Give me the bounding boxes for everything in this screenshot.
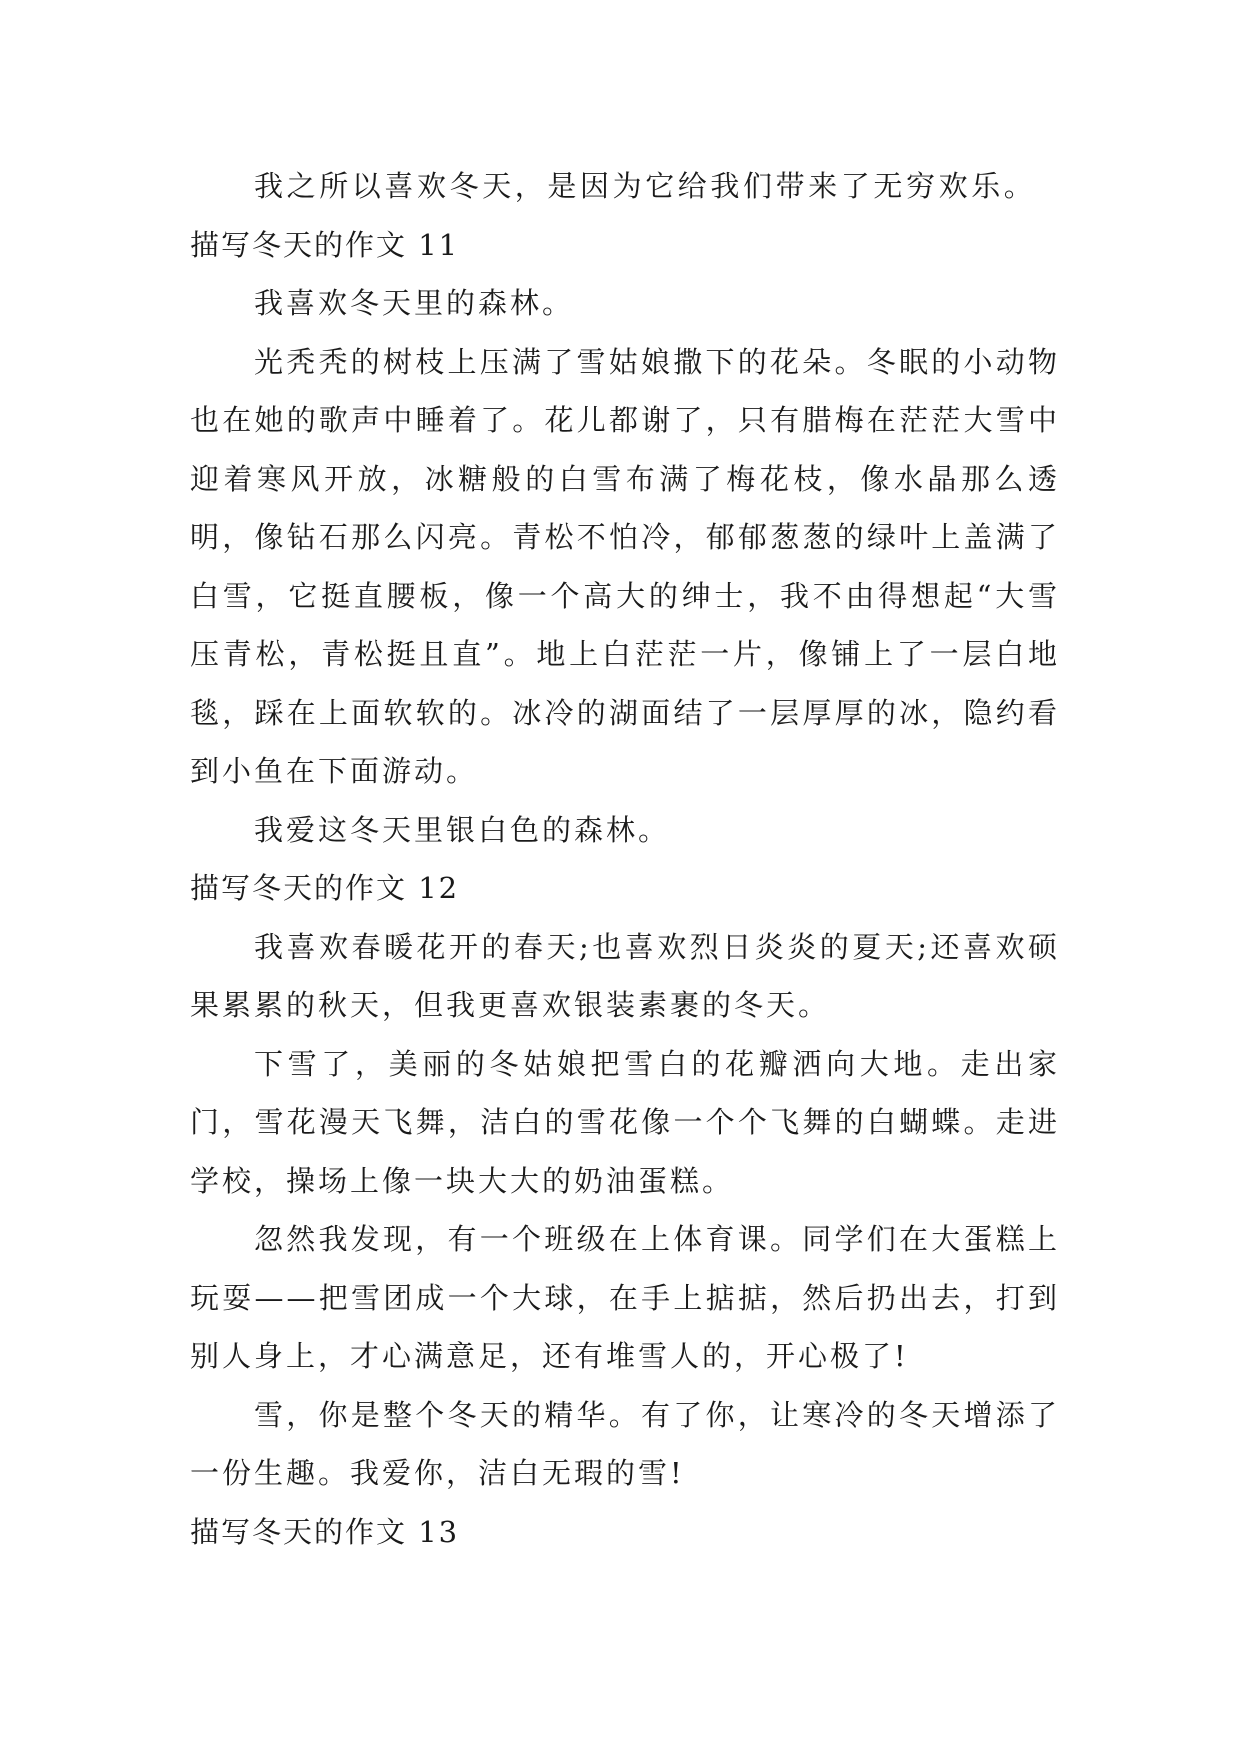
- essay-heading-12: 描写冬天的作文 12: [190, 871, 460, 905]
- paragraph-intro-12: 我喜欢春暖花开的春天;也喜欢烈日炎炎的夏天;还喜欢硕果累累的秋天，但我更喜欢银装素裹的冬天。: [190, 929, 1060, 1022]
- paragraph-intro-11: 我喜欢冬天里的森林。: [254, 286, 575, 320]
- essay-heading-13: 描写冬天的作文 13: [190, 1514, 460, 1549]
- paragraph-closing-11: 我爱这冬天里银白色的森林。: [254, 812, 671, 847]
- paragraph-body-11: 光秃秃的树枝上压满了雪姑娘撒下的花朵。冬眠的小动物也在她的歌声中睡着了。花儿都谢了，只有腊梅在茫茫大雪中迎着寒风开放，冰糖般的白雪布满了梅花枝，像水晶那么透明，像钻石那么闪亮。青松不怕冷，郁郁葱葱的绿叶上盖满了白雪，它挺直腰板，像一个高大的绅士，我不由得想起“大雪压青松，青松挺且直”。地上白茫茫一片，像铺上了一层白地毯，踩在上面软软的。冰冷的湖面结了一层厚厚的冰，隐约看到小鱼在下面游动。: [190, 344, 1060, 788]
- paragraph-closing-12: 雪，你是整个冬天的精华。有了你，让寒冷的冬天增添了一份生趣。我爱你，洁白无瑕的雪!: [190, 1397, 1060, 1490]
- paragraph-closing-10: 我之所以喜欢冬天，是因为它给我们带来了无穷欢乐。: [254, 169, 1037, 203]
- essay-heading-11: 描写冬天的作文 11: [190, 227, 460, 262]
- document-body: [190, 157, 1060, 1561]
- paragraph-play-12: 忽然我发现，有一个班级在上体育课。同学们在大蛋糕上玩耍——把雪团成一个大球，在手上掂掂，然后扔出去，打到别人身上，才心满意足，还有堆雪人的，开心极了!: [190, 1222, 1060, 1373]
- paragraph-snow-12: 下雪了，美丽的冬姑娘把雪白的花瓣洒向大地。走出家门，雪花漫天飞舞，洁白的雪花像一个个飞舞的白蝴蝶。走进学校，操场上像一块大大的奶油蛋糕。: [190, 1046, 1060, 1198]
